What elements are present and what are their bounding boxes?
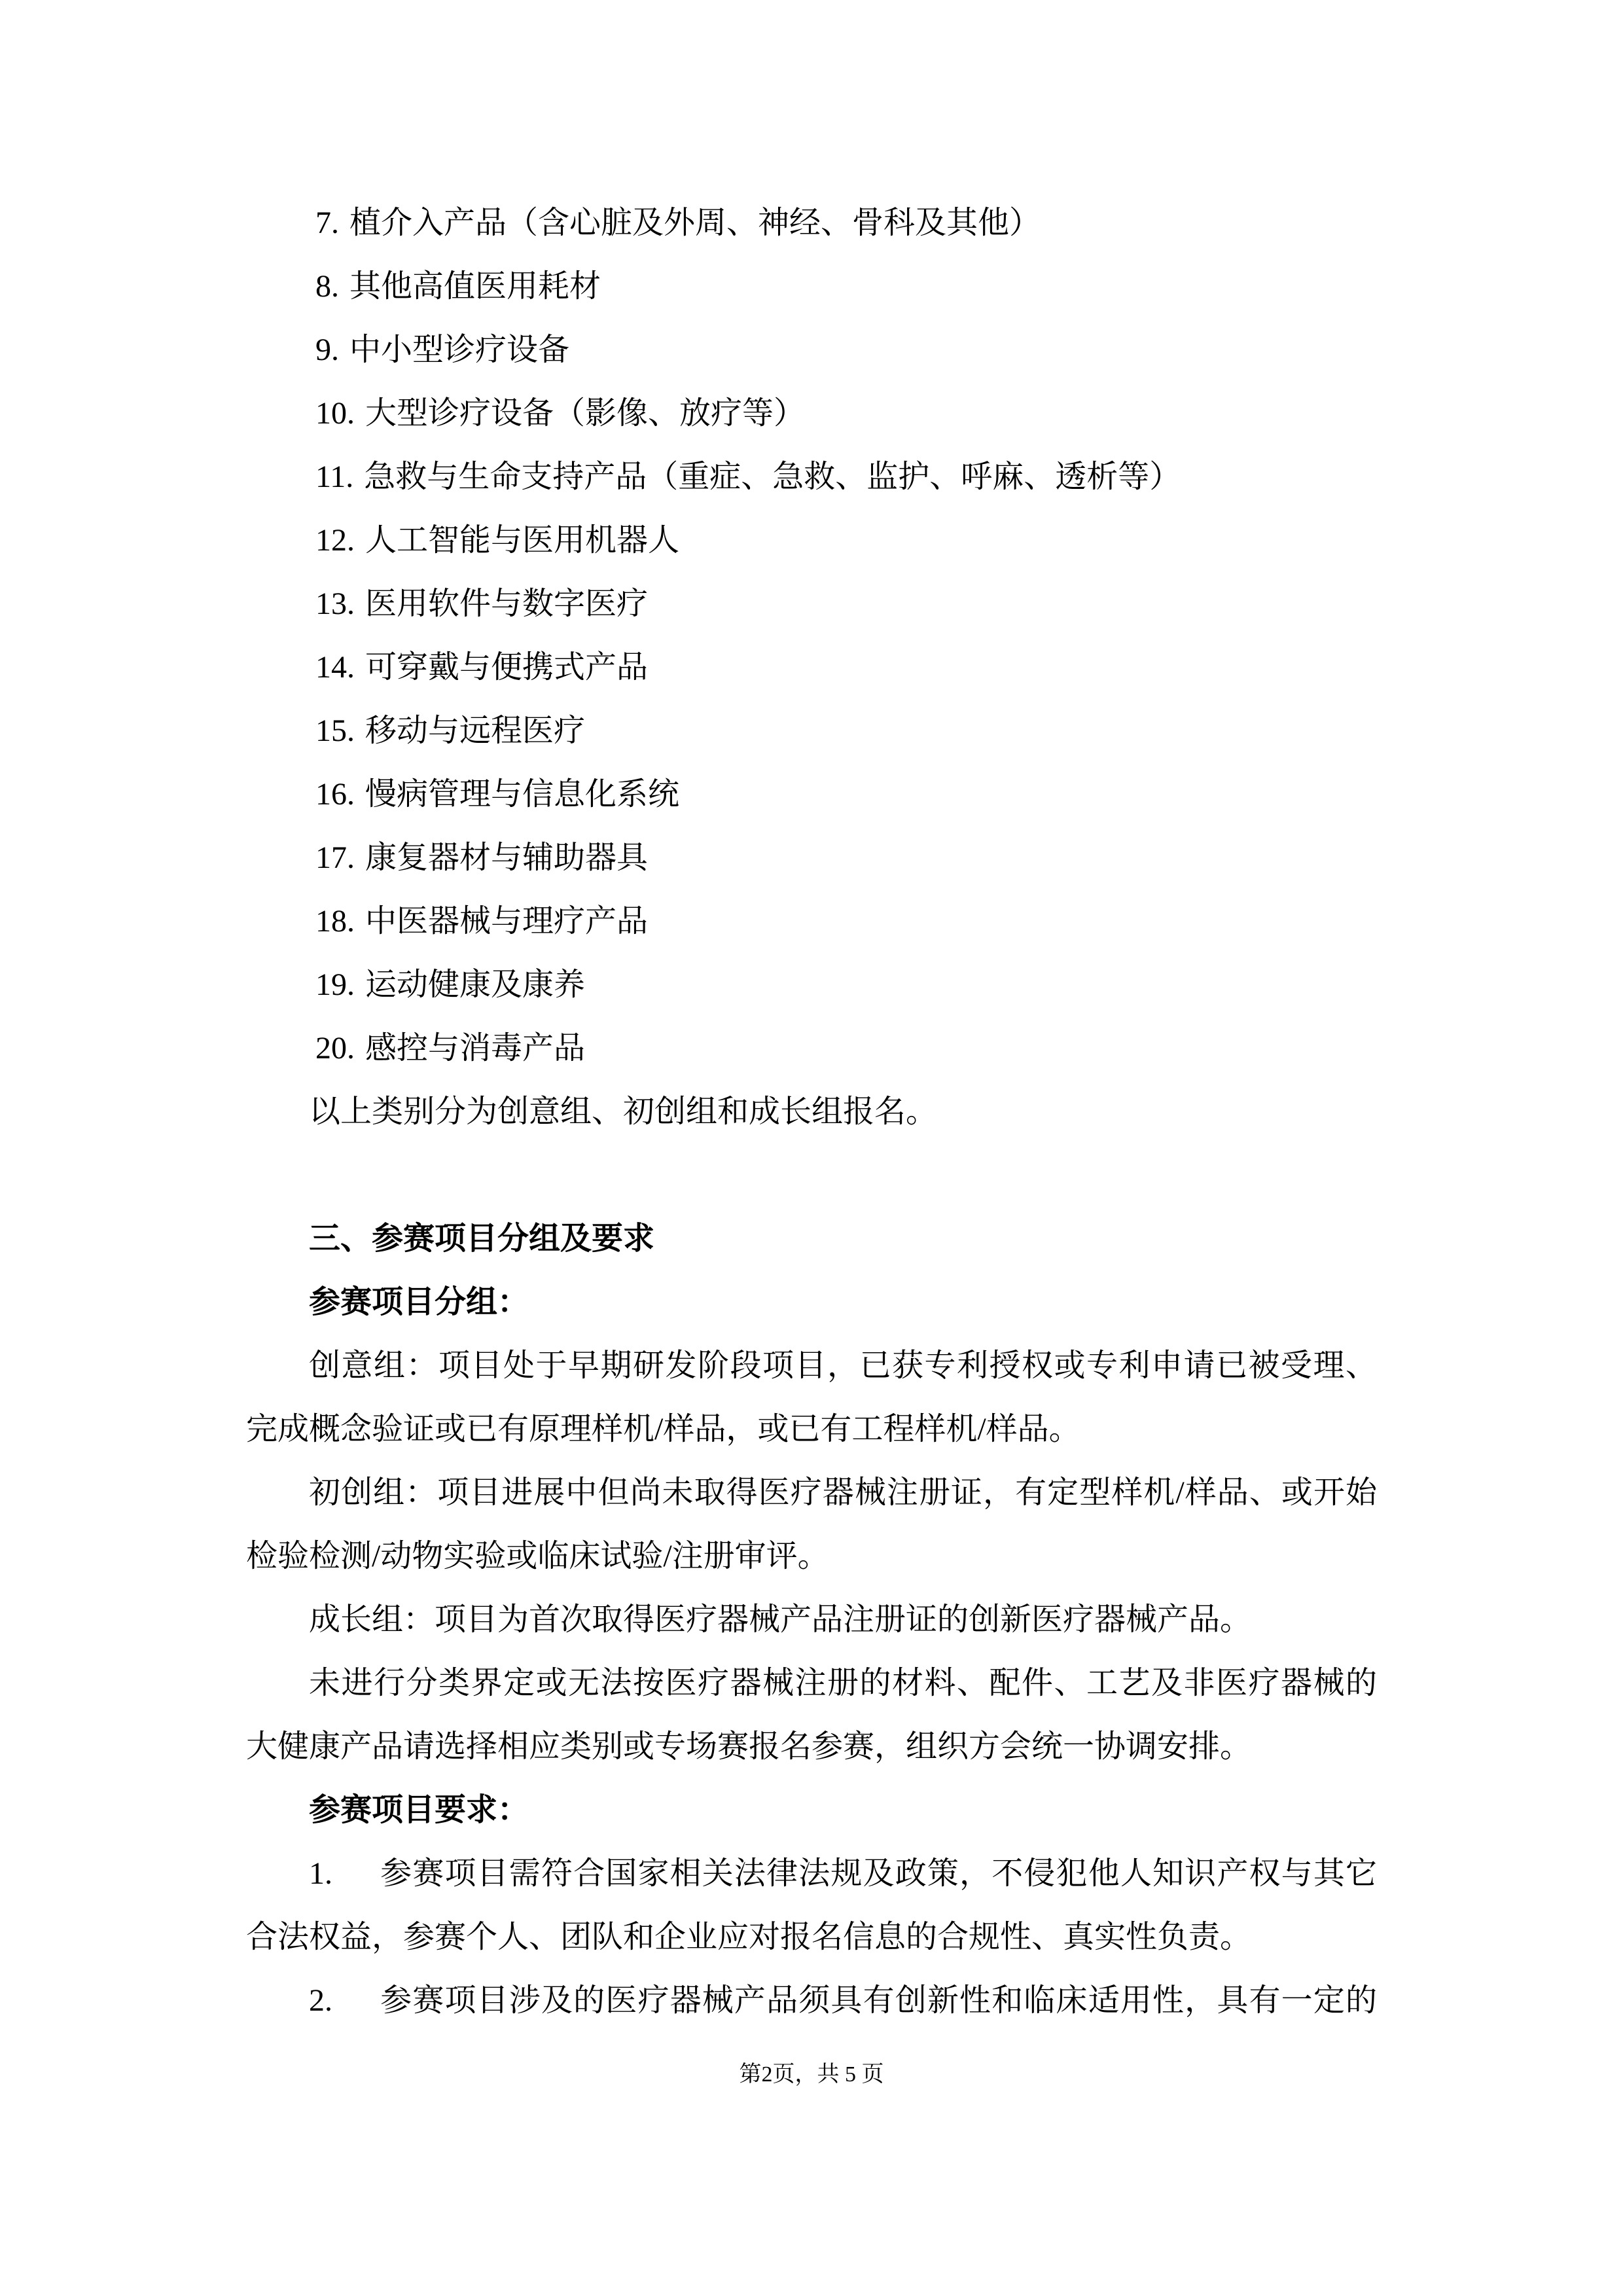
category-list-item [246,699,1377,762]
item-number: 9. [315,332,339,367]
item-number: 14. [315,650,355,685]
item-number: 2. [309,1983,332,2018]
requirement-paragraphs [246,1842,1377,2032]
paragraph-line [246,1397,1377,1461]
category-list-item [246,826,1377,889]
line-text: 初创组：项目进展中但尚未取得医疗器械注册证，有定型样机/样品、或开始 [309,1475,1377,1510]
item-number: 20. [315,1031,355,1066]
category-list-item [246,445,1377,509]
category-list-item [246,318,1377,382]
paragraph-line [246,1715,1377,1778]
item-number: 17. [315,840,355,875]
category-list [246,191,1377,1080]
paragraph-line [246,1588,1377,1651]
section-heading: 三、参赛项目分组及要求 [309,1221,655,1256]
item-number: 1. [309,1856,332,1891]
line-text: 慢病管理与信息化系统 [365,777,680,812]
line-text: 大型诊疗设备（影像、放疗等） [365,396,806,431]
category-list-item [246,953,1377,1016]
item-number: 8. [315,269,339,304]
line-text: 康复器材与辅助器具 [365,840,649,875]
line-text: 移动与远程医疗 [365,713,586,748]
category-list-closing: 以上类别分为创意组、初创组和成长组报名。 [309,1094,938,1129]
requirement-line [246,1905,1377,1969]
category-list-item [246,636,1377,699]
category-list-item [246,509,1377,572]
category-list-item [246,1016,1377,1080]
line-text: 其他高值医用耗材 [349,269,601,304]
item-number: 10. [315,396,355,431]
category-list-item [246,382,1377,445]
item-number: 12. [315,523,355,558]
line-text: 感控与消毒产品 [365,1031,586,1066]
line-text: 植介入产品（含心脏及外周、神经、骨科及其他） [349,206,1041,240]
item-number: 11. [315,459,354,494]
line-text: 检验检测/动物实验或临床试验/注册审评。 [246,1539,829,1573]
requirement-line [246,1842,1377,1905]
paragraph-line [246,1524,1377,1588]
line-text: 医用软件与数字医疗 [365,586,649,621]
item-number: 16. [315,777,355,812]
line-text: 急救与生命支持产品（重症、急救、监护、呼麻、透析等） [364,459,1181,494]
page-footer [0,2055,1623,2094]
blank-line [246,1143,1377,1207]
item-number: 19. [315,967,355,1002]
item-number: 18. [315,904,355,939]
paragraph-line [246,1651,1377,1715]
category-list-item [246,191,1377,255]
requirement-line [246,1969,1377,2032]
line-text: 中医器械与理疗产品 [365,904,649,939]
line-text: 人工智能与医用机器人 [365,523,680,558]
group-paragraphs [246,1334,1377,1778]
line-text: 创意组：项目处于早期研发阶段项目，已获专利授权或专利申请已被受理、 [309,1348,1377,1383]
category-list-item [246,572,1377,636]
line-text: 可穿戴与便携式产品 [365,650,649,685]
category-list-item [246,255,1377,318]
page-number: 第2页，共 5 页 [739,2062,884,2087]
group-subheading: 参赛项目分组： [309,1285,529,1319]
line-text: 未进行分类界定或无法按医疗器械注册的材料、配件、工艺及非医疗器械的 [309,1666,1377,1700]
line-text: 参赛项目涉及的医疗器械产品须具有创新性和临床适用性，具有一定的 [380,1983,1377,2018]
paragraph-line [246,1461,1377,1524]
category-list-item [246,762,1377,826]
item-number: 7. [315,206,339,240]
line-text: 运动健康及康养 [365,967,586,1002]
line-text: 大健康产品请选择相应类别或专场赛报名参赛，组织方会统一协调安排。 [246,1729,1252,1764]
line-text: 成长组：项目为首次取得医疗器械产品注册证的创新医疗器械产品。 [309,1602,1252,1637]
item-number: 13. [315,586,355,621]
line-text: 完成概念验证或已有原理样机/样品，或已有工程样机/样品。 [246,1412,1080,1446]
line-text: 合法权益，参赛个人、团队和企业应对报名信息的合规性、真实性负责。 [246,1920,1252,1954]
paragraph-line [246,1334,1377,1397]
requirements-subheading: 参赛项目要求： [309,1793,529,1827]
item-number: 15. [315,713,355,748]
line-text: 中小型诊疗设备 [349,332,570,367]
category-list-item [246,889,1377,953]
line-text: 参赛项目需符合国家相关法律法规及政策，不侵犯他人知识产权与其它 [380,1856,1377,1891]
